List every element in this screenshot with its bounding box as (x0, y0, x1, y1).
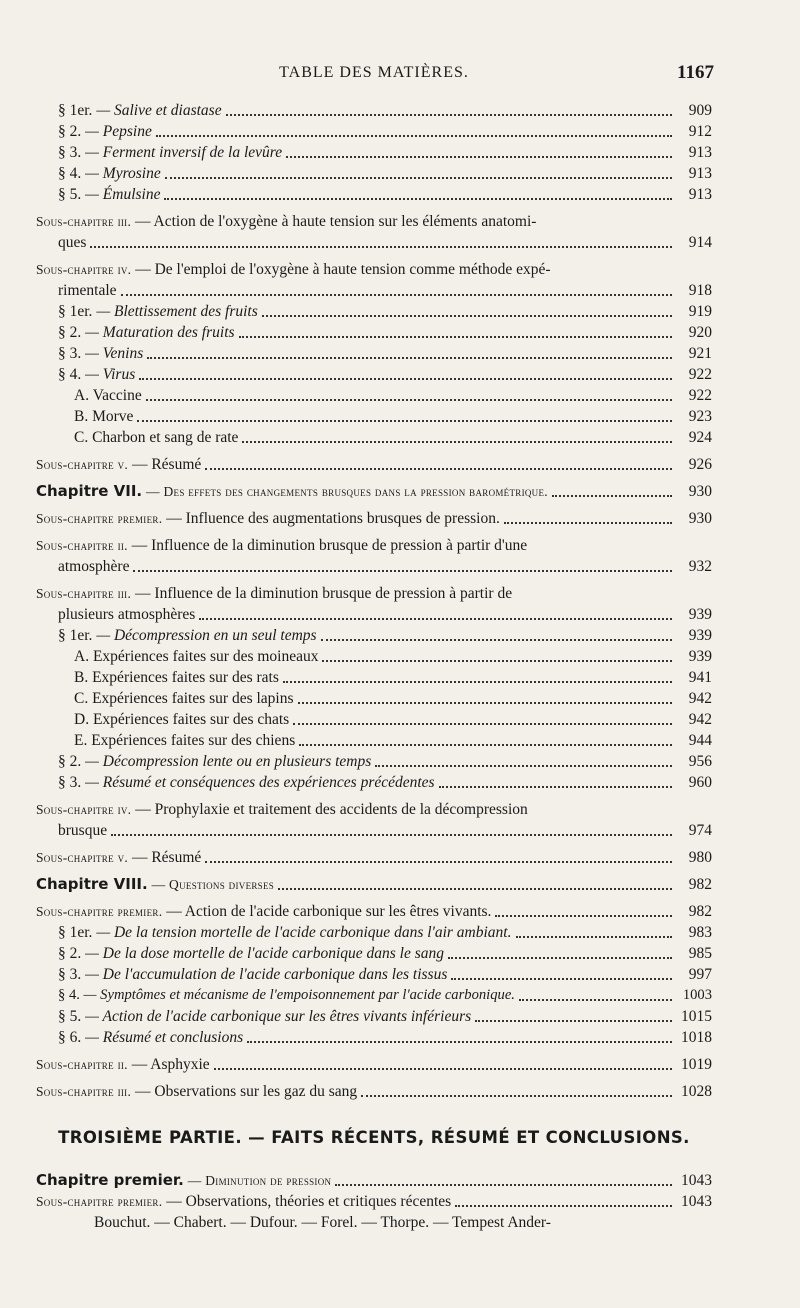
toc-subchapter[interactable]: Sous-chapitre iii. — Influence de la diminution brusque de pression à partir de (36, 585, 513, 602)
header-title: TABLE DES MATIÈRES. (279, 64, 469, 81)
toc-subchapter-cont[interactable]: ques 914 (58, 234, 712, 251)
toc-subchapter-cont[interactable]: rimentale 918 (58, 282, 712, 299)
toc-subchapter[interactable]: Sous-chapitre premier. — Action de l'acide carbonique sur les êtres vivants. 982 (36, 903, 712, 920)
toc-subchapter[interactable]: Sous-chapitre iii. — Action de l'oxygène à haute tension sur les éléments anatomi- (36, 213, 537, 230)
running-header (36, 60, 712, 88)
toc-entry[interactable]: E. Expériences faites sur des chiens 944 (74, 732, 712, 749)
toc-chapter[interactable]: Chapitre VII. — Des effets des changements brusques dans la pression barométrique. 930 (36, 482, 712, 500)
toc-entry[interactable]: B. Expériences faites sur des rats 941 (74, 669, 712, 686)
toc-entry[interactable]: A. Vaccine 922 (74, 387, 712, 404)
author-list: Bouchut. — Chabert. — Dufour. — Forel. — Thorpe. — Tempest Ander- (94, 1214, 551, 1231)
toc-subchapter[interactable]: Sous-chapitre ii. — Influence de la diminution brusque de pression à partir d'une (36, 537, 528, 554)
toc-entry[interactable]: § 4. — Myrosine 913 (58, 165, 712, 182)
header-page-number: 1167 (677, 62, 714, 83)
toc-entry[interactable]: § 4. — Symptômes et mécanisme de l'empoisonnement par l'acide carbonique. 1003 (58, 987, 712, 1003)
toc-subchapter[interactable]: Sous-chapitre premier. — Observations, théories et critiques récentes 1043 (36, 1193, 712, 1210)
table-of-contents-part3 (36, 1170, 712, 1233)
toc-subchapter[interactable]: Sous-chapitre v. — Résumé 926 (36, 456, 712, 473)
toc-subchapter[interactable]: Sous-chapitre premier. — Influence des augmentations brusques de pression. 930 (36, 510, 712, 527)
toc-entry[interactable]: C. Expériences faites sur des lapins 942 (74, 690, 712, 707)
toc-entry[interactable]: § 1er. — Salive et diastase 909 (58, 102, 712, 119)
toc-entry[interactable]: § 5. — Action de l'acide carbonique sur les êtres vivants inférieurs 1015 (58, 1008, 712, 1025)
toc-entry[interactable]: D. Expériences faites sur des chats 942 (74, 711, 712, 728)
toc-entry[interactable]: § 3. — Ferment inversif de la levûre 913 (58, 144, 712, 161)
toc-subchapter[interactable]: Sous-chapitre iv. — Prophylaxie et traitement des accidents de la décompression (36, 801, 528, 818)
toc-subchapter[interactable]: Sous-chapitre v. — Résumé 980 (36, 849, 712, 866)
toc-entry[interactable]: § 2. — Décompression lente ou en plusieurs temps 956 (58, 753, 712, 770)
toc-entry[interactable]: § 4. — Virus 922 (58, 366, 712, 383)
toc-entry[interactable]: A. Expériences faites sur des moineaux 939 (74, 648, 712, 665)
toc-subchapter[interactable]: Sous-chapitre iv. — De l'emploi de l'oxygène à haute tension comme méthode expé- (36, 261, 551, 278)
toc-entry[interactable]: § 6. — Résumé et conclusions 1018 (58, 1029, 712, 1046)
table-of-contents (36, 100, 712, 1102)
toc-entry[interactable]: § 2. — De la dose mortelle de l'acide carbonique dans le sang 985 (58, 945, 712, 962)
toc-entry[interactable]: § 2. — Pepsine 912 (58, 123, 712, 140)
part-title: TROISIÈME PARTIE. — FAITS RÉCENTS, RÉSUMÉ ET CONCLUSIONS. (58, 1128, 690, 1147)
toc-entry[interactable]: § 5. — Émulsine 913 (58, 186, 712, 203)
toc-entry[interactable]: C. Charbon et sang de rate 924 (74, 429, 712, 446)
toc-subchapter[interactable]: Sous-chapitre iii. — Observations sur les gaz du sang 1028 (36, 1083, 712, 1100)
toc-chapter[interactable]: Chapitre premier. — Diminution de pression 1043 (36, 1171, 712, 1189)
toc-subchapter-cont[interactable]: plusieurs atmosphères 939 (58, 606, 712, 623)
toc-entry[interactable]: B. Morve 923 (74, 408, 712, 425)
toc-entry[interactable]: § 1er. — Décompression en un seul temps 939 (58, 627, 712, 644)
toc-subchapter-cont[interactable]: atmosphère 932 (58, 558, 712, 575)
toc-entry[interactable]: § 3. — De l'accumulation de l'acide carbonique dans les tissus 997 (58, 966, 712, 983)
toc-entry[interactable]: § 3. — Venins 921 (58, 345, 712, 362)
toc-entry[interactable]: § 1er. — Blettissement des fruits 919 (58, 303, 712, 320)
toc-subchapter-cont[interactable]: brusque 974 (58, 822, 712, 839)
toc-entry[interactable]: § 3. — Résumé et conséquences des expériences précédentes 960 (58, 774, 712, 791)
toc-subchapter[interactable]: Sous-chapitre ii. — Asphyxie 1019 (36, 1056, 712, 1073)
toc-entry[interactable]: § 2. — Maturation des fruits 920 (58, 324, 712, 341)
toc-chapter[interactable]: Chapitre VIII. — Questions diverses 982 (36, 875, 712, 893)
toc-entry[interactable]: § 1er. — De la tension mortelle de l'acide carbonique dans l'air ambiant. 983 (58, 924, 712, 941)
